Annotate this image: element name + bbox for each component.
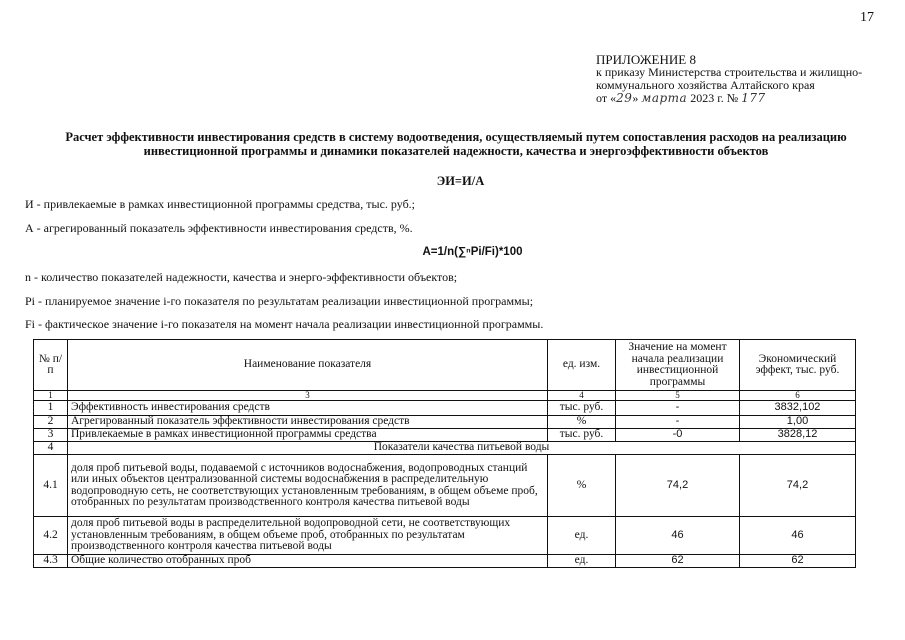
table-row (34, 429, 856, 442)
table-index-row (34, 391, 856, 401)
row-effect: 1,00 (740, 416, 856, 429)
handwritten-month: марта (641, 91, 688, 105)
section-row (34, 442, 856, 455)
page-number: 17 (860, 10, 874, 25)
row-value: 62 (616, 555, 740, 568)
row-unit: ед. (548, 517, 616, 555)
appendix-line-1: к приказу Министерства строительства и жилищно- (596, 65, 863, 79)
row-num: 3 (34, 429, 68, 442)
row-name: доля проб питьевой воды в распределительной водопроводной сети, не соответствующих установленным требованиям, в общем объеме проб, отобранных по результатам производственного контроля качества питьевой воды (68, 517, 548, 555)
row-num: 2 (34, 416, 68, 429)
index-cell: 5 (616, 391, 740, 401)
row-value: - (616, 401, 740, 416)
section-num: 4 (34, 442, 68, 455)
heading-line-1: Расчет эффективности инвестирования средств в систему водоотведения, осуществляемый путем сопоставления расходов на реализацию (65, 130, 847, 144)
row-name: Агрегированный показатель эффективности инвестирования средств (68, 416, 548, 429)
handwritten-day: 29 (616, 91, 633, 105)
index-cell: 3 (68, 391, 548, 401)
date-prefix: от « (596, 91, 617, 105)
year-and-number-label: 2023 г. № (690, 91, 739, 105)
table-header-row (34, 340, 856, 391)
index-cell: 4 (548, 391, 616, 401)
definition-i: И - привлекаемые в рамках инвестиционной программы средства, тыс. руб.; (25, 197, 416, 211)
row-effect: 62 (740, 555, 856, 568)
row-value: 46 (616, 517, 740, 555)
row-num: 4.2 (34, 517, 68, 555)
appendix-line-2: коммунального хозяйства Алтайского края (596, 78, 815, 92)
row-effect: 3828,12 (740, 429, 856, 442)
row-unit: ед. (548, 555, 616, 568)
definition-fi: Fi - фактическое значение i-го показателя на момент начала реализации инвестиционной программы. (25, 317, 544, 331)
appendix-line-3 (596, 92, 896, 105)
row-name: Общие количество отобранных проб (68, 555, 548, 568)
row-unit: тыс. руб. (548, 401, 616, 416)
appendix-title: ПРИЛОЖЕНИЕ 8 (596, 52, 696, 67)
row-effect: 3832,102 (740, 401, 856, 416)
row-name: Эффективность инвестирования средств (68, 401, 548, 416)
row-num: 4.1 (34, 455, 68, 517)
row-effect: 74,2 (740, 455, 856, 517)
row-num: 4.3 (34, 555, 68, 568)
appendix-block (596, 53, 896, 105)
row-num: 1 (34, 401, 68, 416)
row-unit: тыс. руб. (548, 429, 616, 442)
table-row (34, 555, 856, 568)
header-unit: ед. изм. (548, 340, 616, 391)
definition-a: А - агрегированный показатель эффективности инвестирования средств, %. (25, 221, 413, 235)
row-unit: % (548, 416, 616, 429)
heading-line-2: инвестиционной программы и динамики показателей надежности, качества и энергоэффективности объектов (143, 143, 769, 158)
header-name: Наименование показателя (68, 340, 548, 391)
table-row (34, 455, 856, 517)
row-value: -0 (616, 429, 740, 442)
header-value: Значение на момент начала реализации инвестиционной программы (616, 340, 740, 391)
row-value: 74,2 (616, 455, 740, 517)
row-value: - (616, 416, 740, 429)
row-unit: % (548, 455, 616, 517)
date-mid: » (632, 91, 639, 105)
table-row (34, 416, 856, 429)
document-heading (40, 131, 872, 158)
header-effect: Экономический эффект, тыс. руб. (740, 340, 856, 391)
formula-main: ЭИ=И/А (436, 174, 485, 188)
indicators-table (33, 339, 856, 568)
header-num: № п/п (34, 340, 68, 391)
definition-n: n - количество показателей надежности, качества и энерго-эффективности объектов; (25, 270, 458, 284)
table-row (34, 517, 856, 555)
table-row (34, 401, 856, 416)
formula-a: А=1/n(∑ⁿPi/Fi)*100 (422, 246, 523, 258)
section-title: Показатели качества питьевой воды (68, 442, 856, 455)
row-name: доля проб питьевой воды, подаваемой с источников водоснабжения, водопроводных станций или иных объектов централизованной системы водоснабжения в распределительную водопроводную сеть, не соответствующих установленным требованиям, в общем объеме проб, отобранных по результатам производственного контроля качества питьевой воды (68, 455, 548, 517)
definition-pi: Pi - планируемое значение i-го показателя по результатам реализации инвестиционной программы; (25, 294, 534, 308)
row-effect: 46 (740, 517, 856, 555)
index-cell: 1 (34, 391, 68, 401)
row-name: Привлекаемые в рамках инвестиционной программы средства (68, 429, 548, 442)
index-cell: 6 (740, 391, 856, 401)
handwritten-number: 177 (741, 91, 766, 105)
